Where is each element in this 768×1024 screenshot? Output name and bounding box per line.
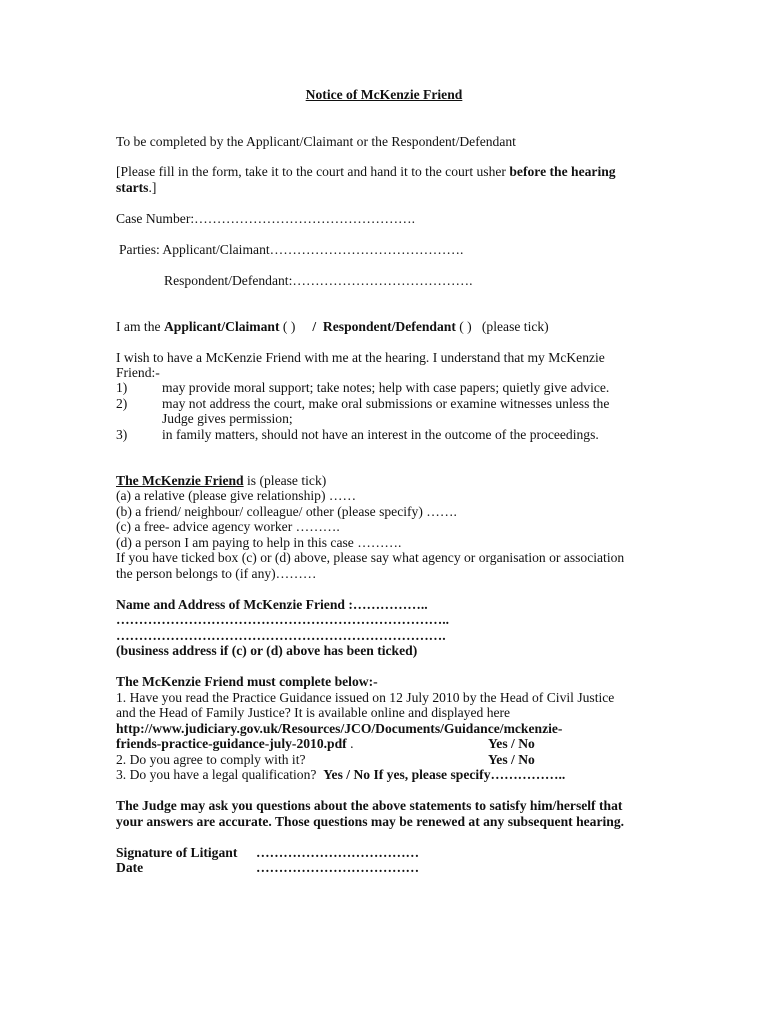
applicant-tick-box[interactable]: ( ) [279,319,313,334]
question-1-line-2: and the Head of Family Justice? It is available online and displayed here [116,705,511,720]
signature-field[interactable]: ……………………………… [256,845,420,860]
question-1-answer[interactable]: Yes / No [488,736,535,751]
signature-label: Signature of Litigant [116,845,238,860]
guidance-url-suffix: . [346,736,354,751]
question-2-text: 2. Do you agree to comply with it? [116,752,306,767]
question-3 [116,767,656,783]
guidance-url-line-1: http://www.judiciary.gov.uk/Resources/JCO/Documents/Guidance/mckenzie- [116,721,563,736]
date-label: Date [116,860,144,875]
list-item [116,396,656,412]
judge-note-line-1: The Judge may ask you questions about the above statements to satisfy him/herself that [116,798,623,813]
question-2-answer[interactable]: Yes / No [488,752,535,767]
instruction-bold2: starts [116,180,149,195]
i-am-line [116,319,656,335]
list-item [116,411,656,427]
instruction-bold: before the hearing [509,164,616,179]
friend-is-heading [116,473,656,489]
list-item-number: 1) [116,380,128,395]
case-number-field[interactable]: Case Number:…………………………………………. [116,211,416,226]
wish-line-2: Friend:- [116,365,160,380]
must-complete-heading: The McKenzie Friend must complete below:- [116,674,378,689]
friend-option-c[interactable]: (c) a free- advice agency worker ………. [116,519,340,534]
friend-option-a[interactable]: (a) a relative (please give relationship) …… [116,488,357,503]
list-item [116,427,656,443]
friend-option-d[interactable]: (d) a person I am paying to help in this case ………. [116,535,402,550]
question-2 [116,752,656,768]
parties-respondent-field[interactable]: Respondent/Defendant:…………………………………. [164,273,473,288]
i-am-prefix: I am the [116,319,164,334]
signature-row [116,845,656,861]
list-item-number: 2) [116,396,128,411]
respondent-label: Respondent/Defendant [316,319,456,334]
friend-option-b[interactable]: (b) a friend/ neighbour/ colleague/ other (please specify) ……. [116,504,457,519]
list-item-text: Judge gives permission; [162,411,293,426]
date-field[interactable]: ……………………………… [256,860,420,875]
name-address-line-3[interactable]: ………………………………………………………………. [116,628,446,643]
instruction-text [116,164,656,196]
instruction-open: [Please fill in the form, take it to the court and hand it to the court usher [116,164,510,179]
document-title: Notice of McKenzie Friend [305,87,463,102]
question-3-answer[interactable]: Yes / No If yes, please specify…………….. [323,767,566,782]
slash-separator: / [312,319,317,334]
completed-by-text: To be completed by the Applicant/Claimant or the Respondent/Defendant [116,134,516,149]
list-item-text: in family matters, should not have an interest in the outcome of the proceedings. [162,427,599,442]
list-item-number: 3) [116,427,128,442]
guidance-url-line-2 [116,736,656,752]
instruction-close: .] [148,180,157,195]
name-address-label[interactable]: Name and Address of McKenzie Friend :…………….. [116,597,428,612]
guidance-url-text: friends-practice-guidance-july-2010.pdf [116,736,347,751]
list-item [116,380,656,396]
parties-applicant-field[interactable]: Parties: Applicant/Claimant……………………………………. [119,242,464,257]
respondent-tick-box[interactable]: ( ) (please tick) [455,319,549,334]
question-3-text: 3. Do you have a legal qualification? [116,767,324,782]
date-row [116,860,656,876]
name-address-note: (business address if (c) or (d) above has been ticked) [116,643,418,658]
applicant-label: Applicant/Claimant [163,319,280,334]
friend-is-rest: is (please tick) [243,473,327,488]
friend-is-bold: The McKenzie Friend [116,473,244,488]
agency-line-1: If you have ticked box (c) or (d) above, please say what agency or organisation or association [116,550,625,565]
judge-note-line-2: your answers are accurate. Those questions may be renewed at any subsequent hearing. [116,814,625,829]
wish-line-1: I wish to have a McKenzie Friend with me at the hearing. I understand that my McKenzie [116,350,605,365]
list-item-text: may not address the court, make oral submissions or examine witnesses unless the [162,396,610,411]
question-1-line-1: 1. Have you read the Practice Guidance issued on 12 July 2010 by the Head of Civil Justice [116,690,615,705]
agency-line-2[interactable]: the person belongs to (if any)……… [116,566,317,581]
list-item-text: may provide moral support; take notes; help with case papers; quietly give advice. [162,380,610,395]
name-address-line-2[interactable]: ……………………………………………………………….. [116,612,450,627]
